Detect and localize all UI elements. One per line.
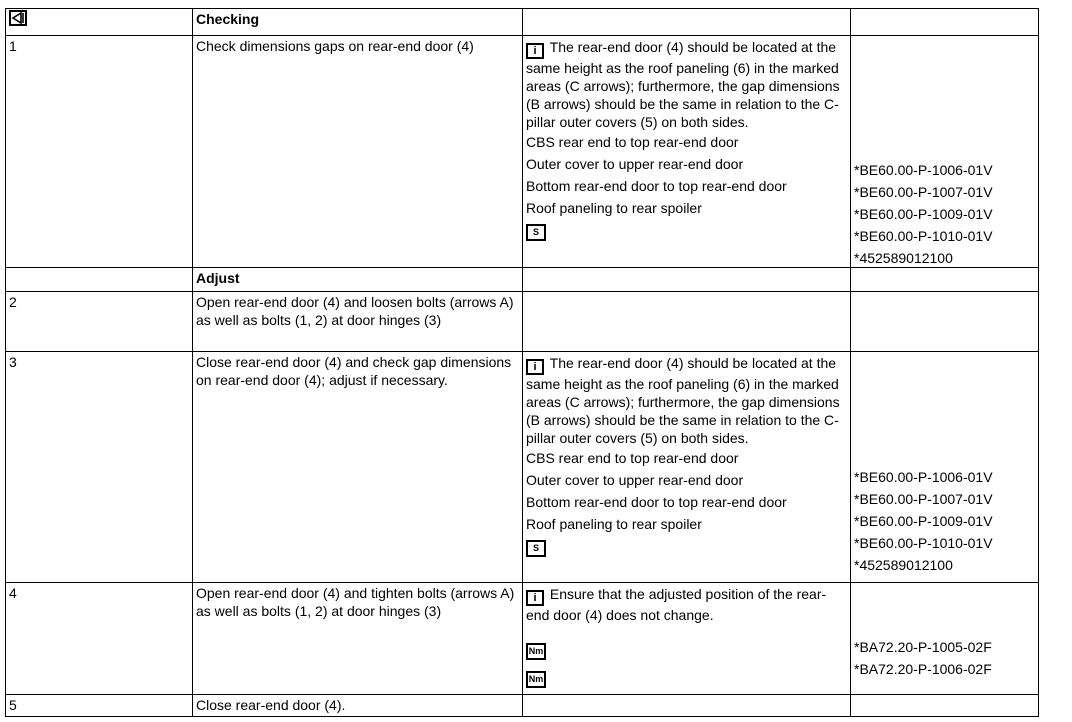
table-row — [6, 292, 1039, 352]
back-arrow-icon[interactable] — [9, 10, 27, 26]
step-notes — [523, 352, 851, 583]
empty-cell — [851, 268, 1039, 292]
step-action: Open rear-end door (4) and tighten bolts (arrows A) as well as bolts (1, 2) at door hinges (3) — [193, 583, 523, 695]
procedure-table — [5, 8, 1039, 717]
section-title-checking: Checking — [193, 9, 523, 36]
special-tool-icon[interactable]: S — [526, 224, 546, 241]
ref-link[interactable]: *BE60.00-P-1006-01V — [854, 162, 993, 178]
special-tool-icon[interactable]: S — [526, 540, 546, 557]
ref-link[interactable]: *BE60.00-P-1007-01V — [854, 491, 993, 507]
empty-cell — [851, 695, 1039, 717]
tool-link[interactable]: *452589012100 — [854, 250, 953, 266]
step-notes — [523, 583, 851, 695]
ref-label: Bottom rear-end door to top rear-end door — [526, 494, 787, 510]
ref-label: Bottom rear-end door to top rear-end door — [526, 178, 787, 194]
section-title-adjust: Adjust — [193, 268, 523, 292]
step-number: 2 — [6, 292, 193, 352]
ref-label: Outer cover to upper rear-end door — [526, 156, 744, 172]
empty-cell — [523, 695, 851, 717]
info-icon: i — [526, 359, 544, 375]
empty-cell — [851, 292, 1039, 352]
ref-label: CBS rear end to top rear-end door — [526, 134, 739, 150]
tool-link[interactable]: *452589012100 — [854, 557, 953, 573]
table-row — [6, 695, 1039, 717]
table-row — [6, 583, 1039, 695]
step-refs — [851, 36, 1039, 268]
torque-link[interactable]: *BA72.20-P-1006-02F — [854, 661, 992, 677]
step-number: 1 — [6, 36, 193, 268]
step-number: 4 — [6, 583, 193, 695]
table-row — [6, 352, 1039, 583]
ref-link[interactable]: *BE60.00-P-1006-01V — [854, 469, 993, 485]
torque-icon[interactable]: Nm — [526, 643, 546, 660]
ref-label: CBS rear end to top rear-end door — [526, 450, 739, 466]
torque-link[interactable]: *BA72.20-P-1005-02F — [854, 639, 992, 655]
info-icon: i — [526, 43, 544, 59]
empty-cell — [523, 9, 851, 36]
step-action: Open rear-end door (4) and loosen bolts (arrows A) as well as bolts (1, 2) at door hinges (3) — [193, 292, 523, 352]
empty-cell — [523, 292, 851, 352]
table-row — [6, 9, 1039, 36]
step-refs — [851, 583, 1039, 695]
ref-link[interactable]: *BE60.00-P-1007-01V — [854, 184, 993, 200]
torque-icon[interactable]: Nm — [526, 671, 546, 688]
ref-link[interactable]: *BE60.00-P-1009-01V — [854, 513, 993, 529]
table-row — [6, 36, 1039, 268]
ref-link[interactable]: *BE60.00-P-1010-01V — [854, 228, 993, 244]
step-notes — [523, 36, 851, 268]
ref-label: Roof paneling to rear spoiler — [526, 516, 702, 532]
empty-cell — [851, 9, 1039, 36]
ref-link[interactable]: *BE60.00-P-1010-01V — [854, 535, 993, 551]
ref-link[interactable]: *BE60.00-P-1009-01V — [854, 206, 993, 222]
step-action: Close rear-end door (4). — [193, 695, 523, 717]
info-icon: i — [526, 590, 544, 606]
info-note: Ensure that the adjusted position of the rear-end door (4) does not change. — [526, 586, 827, 623]
step-number: 3 — [6, 352, 193, 583]
back-cell — [6, 9, 193, 36]
ref-label: Outer cover to upper rear-end door — [526, 472, 744, 488]
info-note: The rear-end door (4) should be located at the same height as the roof paneling (6) in the marked areas (C arrows); furthermore, the gap dimensions (B arrows) should be the same in relation to the C-pillar outer covers (5) on both sides. — [526, 39, 840, 130]
step-action: Close rear-end door (4) and check gap dimensions on rear-end door (4); adjust if necessary. — [193, 352, 523, 583]
table-row — [6, 268, 1039, 292]
ref-label: Roof paneling to rear spoiler — [526, 200, 702, 216]
empty-cell — [523, 268, 851, 292]
step-action: Check dimensions gaps on rear-end door (4) — [193, 36, 523, 268]
step-number: 5 — [6, 695, 193, 717]
step-refs — [851, 352, 1039, 583]
empty-cell — [6, 268, 193, 292]
info-note: The rear-end door (4) should be located at the same height as the roof paneling (6) in the marked areas (C arrows); furthermore, the gap dimensions (B arrows) should be the same in relation to the C-pillar outer covers (5) on both sides. — [526, 355, 840, 446]
